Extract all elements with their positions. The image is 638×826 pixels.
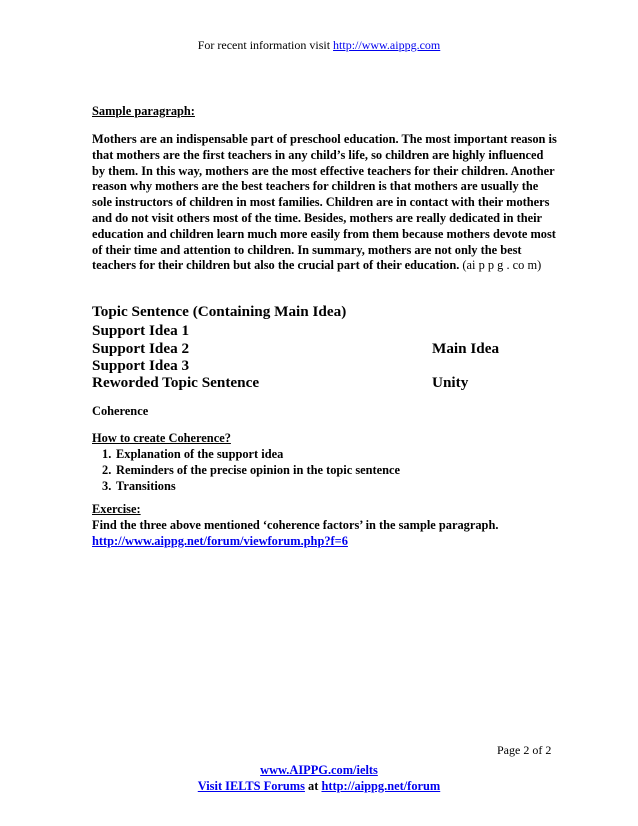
- list-number: 2.: [102, 463, 112, 477]
- list-number: 1.: [102, 447, 112, 461]
- header-link[interactable]: http://www.aippg.com: [333, 38, 441, 52]
- exercise-heading: Exercise:: [92, 502, 141, 516]
- main-idea-label: Main Idea: [432, 340, 500, 357]
- exercise-link[interactable]: http://www.aippg.net/forum/viewforum.php?f=6: [92, 534, 348, 548]
- paragraph-body: Mothers are an indispensable part of preschool education. The most important reason is that mothers are the first teachers in any child’s life, so children are highly influenced by them. In this way, mothers are the most effective teachers for their children. Another reason why mothers are the best teachers for children is that mothers are usually the sole instructors of children in most families. Children are in contact with their mothers and do not visit others most of the time. Besides, mothers are really dedicated in their education and children learn much more easily from them because mothers devote most of their time and attention to children. In summary, mothers are not only the best teachers for their children but also the crucial part of their education.: [92, 132, 557, 273]
- list-item: [92, 478, 552, 494]
- reworded-topic-label: Reworded Topic Sentence: [92, 374, 260, 391]
- how-to-heading: How to create Coherence?: [92, 431, 231, 445]
- sample-paragraph: [92, 132, 557, 274]
- support-idea-3-label: Support Idea 3: [92, 357, 190, 374]
- unity-label: Unity: [432, 374, 469, 391]
- list-text: Transitions: [116, 479, 176, 493]
- exercise-text: Find the three above mentioned ‘coherence factors’ in the sample paragraph.: [92, 518, 499, 532]
- list-text: Reminders of the precise opinion in the topic sentence: [116, 463, 401, 477]
- footer-site-link[interactable]: www.AIPPG.com/ielts: [260, 763, 378, 777]
- footer-site: [0, 763, 638, 778]
- support-idea-2-label: Support Idea 2: [92, 340, 190, 357]
- paragraph-tail: (ai p p g . co m): [459, 258, 542, 273]
- how-to-list: [92, 446, 552, 494]
- list-number: 3.: [102, 479, 112, 493]
- sample-paragraph-heading: Sample paragraph:: [92, 104, 195, 118]
- list-item: [92, 462, 552, 478]
- list-item: [92, 446, 552, 462]
- topic-sentence-label: Topic Sentence (Containing Main Idea): [92, 303, 347, 320]
- footer-forum-url-link[interactable]: http://aippg.net/forum: [321, 779, 441, 793]
- coherence-label: Coherence: [92, 404, 149, 418]
- list-text: Explanation of the support idea: [116, 447, 284, 461]
- support-idea-1-label: Support Idea 1: [92, 322, 190, 339]
- header-text: For recent information visit: [197, 38, 334, 52]
- page-number: Page 2 of 2: [497, 743, 552, 757]
- footer-forums-link[interactable]: Visit IELTS Forums: [197, 779, 305, 793]
- page-header: [0, 38, 638, 53]
- footer-at-text: at: [304, 779, 322, 793]
- footer-forums: [0, 779, 638, 794]
